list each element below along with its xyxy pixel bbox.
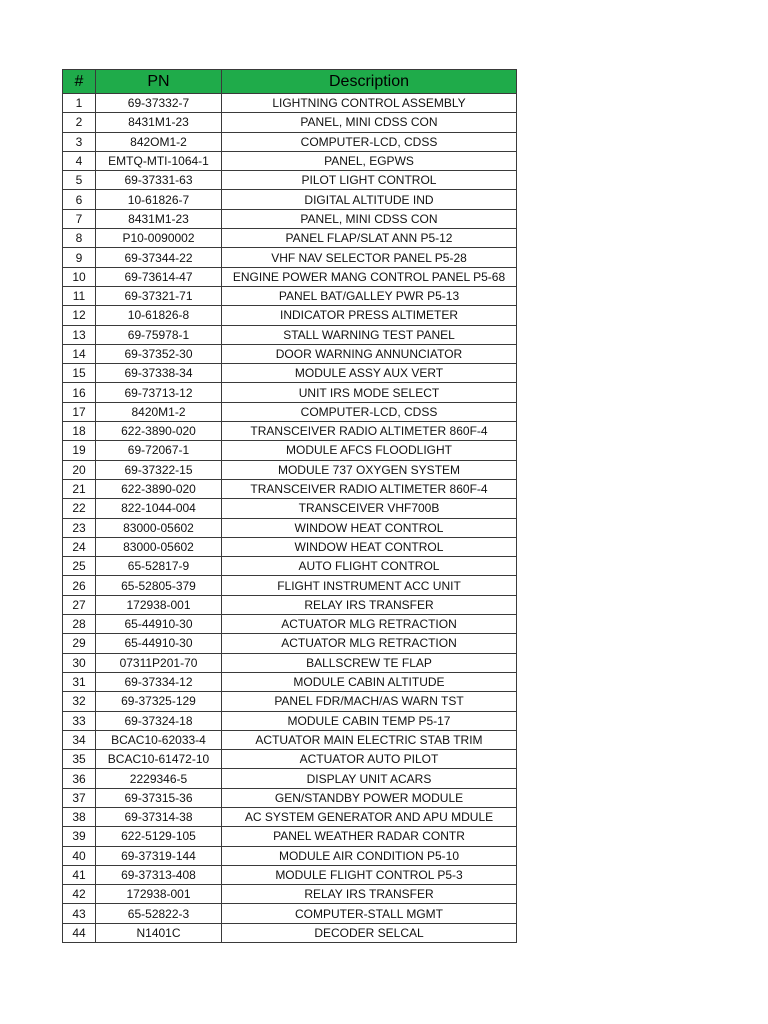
row-number-cell: 18 [63,422,96,441]
description-cell: MODULE AFCS FLOODLIGHT [222,441,517,460]
table-row [63,750,517,769]
part-number-cell: 10-61826-7 [96,190,222,209]
row-number-cell: 22 [63,499,96,518]
description-cell: RELAY IRS TRANSFER [222,595,517,614]
row-number-cell: 14 [63,344,96,363]
description-cell: COMPUTER-LCD, CDSS [222,402,517,421]
table-row [63,209,517,228]
table-row [63,306,517,325]
description-cell: ACTUATOR MLG RETRACTION [222,634,517,653]
row-number-cell: 25 [63,557,96,576]
part-number-cell: 07311P201-70 [96,653,222,672]
description-cell: ACTUATOR AUTO PILOT [222,750,517,769]
table-row [63,537,517,556]
part-number-cell: BCAC10-62033-4 [96,730,222,749]
table-row [63,229,517,248]
description-cell: BALLSCREW TE FLAP [222,653,517,672]
description-cell: PILOT LIGHT CONTROL [222,171,517,190]
table-row [63,94,517,113]
table-row [63,711,517,730]
row-number-cell: 37 [63,788,96,807]
table-row [63,286,517,305]
table-row [63,344,517,363]
description-cell: LIGHTNING CONTROL ASSEMBLY [222,94,517,113]
table-row [63,171,517,190]
table-row [63,653,517,672]
description-cell: MODULE ASSY AUX VERT [222,364,517,383]
part-number-cell: P10-0090002 [96,229,222,248]
part-number-cell: 69-37321-71 [96,286,222,305]
description-cell: VHF NAV SELECTOR PANEL P5-28 [222,248,517,267]
row-number-cell: 5 [63,171,96,190]
part-number-cell: 65-44910-30 [96,634,222,653]
table-row [63,267,517,286]
part-number-cell: 69-37313-408 [96,865,222,884]
row-number-cell: 7 [63,209,96,228]
table-row [63,383,517,402]
description-cell: TRANSCEIVER VHF700B [222,499,517,518]
part-number-cell: 822-1044-004 [96,499,222,518]
part-number-cell: 69-37319-144 [96,846,222,865]
table-row [63,325,517,344]
row-number-cell: 32 [63,692,96,711]
description-cell: MODULE 737 OXYGEN SYSTEM [222,460,517,479]
description-cell: WINDOW HEAT CONTROL [222,518,517,537]
row-number-cell: 4 [63,151,96,170]
table-row [63,595,517,614]
part-number-cell: 69-72067-1 [96,441,222,460]
row-number-cell: 40 [63,846,96,865]
description-cell: FLIGHT INSTRUMENT ACC UNIT [222,576,517,595]
part-number-cell: 69-37338-34 [96,364,222,383]
part-number-cell: 8431M1-23 [96,209,222,228]
table-row [63,518,517,537]
part-number-cell: 69-37332-7 [96,94,222,113]
part-number-cell: 622-5129-105 [96,827,222,846]
table-body [63,94,517,943]
table-row [63,923,517,942]
row-number-cell: 3 [63,132,96,151]
row-number-cell: 2 [63,113,96,132]
table-row [63,730,517,749]
description-cell: PANEL BAT/GALLEY PWR P5-13 [222,286,517,305]
part-number-cell: 69-37324-18 [96,711,222,730]
description-cell: ACTUATOR MLG RETRACTION [222,615,517,634]
description-cell: DECODER SELCAL [222,923,517,942]
part-number-cell: 83000-05602 [96,537,222,556]
table-row [63,885,517,904]
description-cell: PANEL, EGPWS [222,151,517,170]
table-row [63,364,517,383]
description-cell: TRANSCEIVER RADIO ALTIMETER 860F-4 [222,422,517,441]
description-cell: STALL WARNING TEST PANEL [222,325,517,344]
part-number-cell: 69-75978-1 [96,325,222,344]
part-number-cell: 69-73614-47 [96,267,222,286]
row-number-cell: 42 [63,885,96,904]
table-row [63,422,517,441]
table-row [63,904,517,923]
description-cell: PANEL WEATHER RADAR CONTR [222,827,517,846]
parts-table [62,69,517,943]
column-header-description: Description [222,70,517,94]
row-number-cell: 10 [63,267,96,286]
row-number-cell: 44 [63,923,96,942]
description-cell: UNIT IRS MODE SELECT [222,383,517,402]
table-row [63,499,517,518]
row-number-cell: 20 [63,460,96,479]
column-header-pn: PN [96,70,222,94]
part-number-cell: 10-61826-8 [96,306,222,325]
row-number-cell: 39 [63,827,96,846]
part-number-cell: 69-73713-12 [96,383,222,402]
row-number-cell: 24 [63,537,96,556]
row-number-cell: 21 [63,479,96,498]
part-number-cell: BCAC10-61472-10 [96,750,222,769]
row-number-cell: 31 [63,672,96,691]
part-number-cell: 842OM1-2 [96,132,222,151]
description-cell: PANEL FLAP/SLAT ANN P5-12 [222,229,517,248]
table-row [63,807,517,826]
description-cell: ENGINE POWER MANG CONTROL PANEL P5-68 [222,267,517,286]
description-cell: MODULE CABIN TEMP P5-17 [222,711,517,730]
part-number-cell: 8420M1-2 [96,402,222,421]
table-row [63,479,517,498]
part-number-cell: 69-37352-30 [96,344,222,363]
row-number-cell: 9 [63,248,96,267]
part-number-cell: 622-3890-020 [96,422,222,441]
row-number-cell: 28 [63,615,96,634]
row-number-cell: 43 [63,904,96,923]
table-row [63,190,517,209]
part-number-cell: N1401C [96,923,222,942]
description-cell: DISPLAY UNIT ACARS [222,769,517,788]
part-number-cell: 69-37325-129 [96,692,222,711]
description-cell: AC SYSTEM GENERATOR AND APU MDULE [222,807,517,826]
table-row [63,460,517,479]
description-cell: TRANSCEIVER RADIO ALTIMETER 860F-4 [222,479,517,498]
part-number-cell: EMTQ-MTI-1064-1 [96,151,222,170]
part-number-cell: 172938-001 [96,885,222,904]
row-number-cell: 17 [63,402,96,421]
description-cell: DIGITAL ALTITUDE IND [222,190,517,209]
table-row [63,248,517,267]
column-header-number: # [63,70,96,94]
description-cell: GEN/STANDBY POWER MODULE [222,788,517,807]
row-number-cell: 23 [63,518,96,537]
row-number-cell: 6 [63,190,96,209]
part-number-cell: 65-44910-30 [96,615,222,634]
part-number-cell: 69-37322-15 [96,460,222,479]
table-row [63,402,517,421]
description-cell: WINDOW HEAT CONTROL [222,537,517,556]
description-cell: MODULE AIR CONDITION P5-10 [222,846,517,865]
row-number-cell: 8 [63,229,96,248]
row-number-cell: 29 [63,634,96,653]
description-cell: MODULE CABIN ALTITUDE [222,672,517,691]
row-number-cell: 36 [63,769,96,788]
table-row [63,557,517,576]
table-row [63,615,517,634]
table-row [63,634,517,653]
part-number-cell: 69-37344-22 [96,248,222,267]
part-number-cell: 69-37314-38 [96,807,222,826]
part-number-cell: 65-52817-9 [96,557,222,576]
description-cell: COMPUTER-LCD, CDSS [222,132,517,151]
row-number-cell: 16 [63,383,96,402]
table-row [63,865,517,884]
table-row [63,672,517,691]
row-number-cell: 13 [63,325,96,344]
part-number-cell: 83000-05602 [96,518,222,537]
part-number-cell: 622-3890-020 [96,479,222,498]
description-cell: PANEL, MINI CDSS CON [222,209,517,228]
table-row [63,769,517,788]
row-number-cell: 33 [63,711,96,730]
row-number-cell: 15 [63,364,96,383]
table-row [63,441,517,460]
description-cell: PANEL, MINI CDSS CON [222,113,517,132]
table-row [63,132,517,151]
table-row [63,788,517,807]
row-number-cell: 30 [63,653,96,672]
description-cell: AUTO FLIGHT CONTROL [222,557,517,576]
row-number-cell: 35 [63,750,96,769]
description-cell: RELAY IRS TRANSFER [222,885,517,904]
description-cell: PANEL FDR/MACH/AS WARN TST [222,692,517,711]
description-cell: DOOR WARNING ANNUNCIATOR [222,344,517,363]
part-number-cell: 69-37334-12 [96,672,222,691]
table-row [63,576,517,595]
description-cell: MODULE FLIGHT CONTROL P5-3 [222,865,517,884]
row-number-cell: 34 [63,730,96,749]
row-number-cell: 26 [63,576,96,595]
part-number-cell: 65-52822-3 [96,904,222,923]
part-number-cell: 8431M1-23 [96,113,222,132]
table-row [63,846,517,865]
row-number-cell: 41 [63,865,96,884]
row-number-cell: 19 [63,441,96,460]
part-number-cell: 69-37315-36 [96,788,222,807]
row-number-cell: 1 [63,94,96,113]
table-row [63,151,517,170]
row-number-cell: 38 [63,807,96,826]
table-row [63,113,517,132]
part-number-cell: 2229346-5 [96,769,222,788]
row-number-cell: 27 [63,595,96,614]
description-cell: ACTUATOR MAIN ELECTRIC STAB TRIM [222,730,517,749]
part-number-cell: 65-52805-379 [96,576,222,595]
row-number-cell: 11 [63,286,96,305]
description-cell: INDICATOR PRESS ALTIMETER [222,306,517,325]
header-row [63,70,517,94]
table-row [63,692,517,711]
description-cell: COMPUTER-STALL MGMT [222,904,517,923]
part-number-cell: 172938-001 [96,595,222,614]
table-row [63,827,517,846]
row-number-cell: 12 [63,306,96,325]
part-number-cell: 69-37331-63 [96,171,222,190]
